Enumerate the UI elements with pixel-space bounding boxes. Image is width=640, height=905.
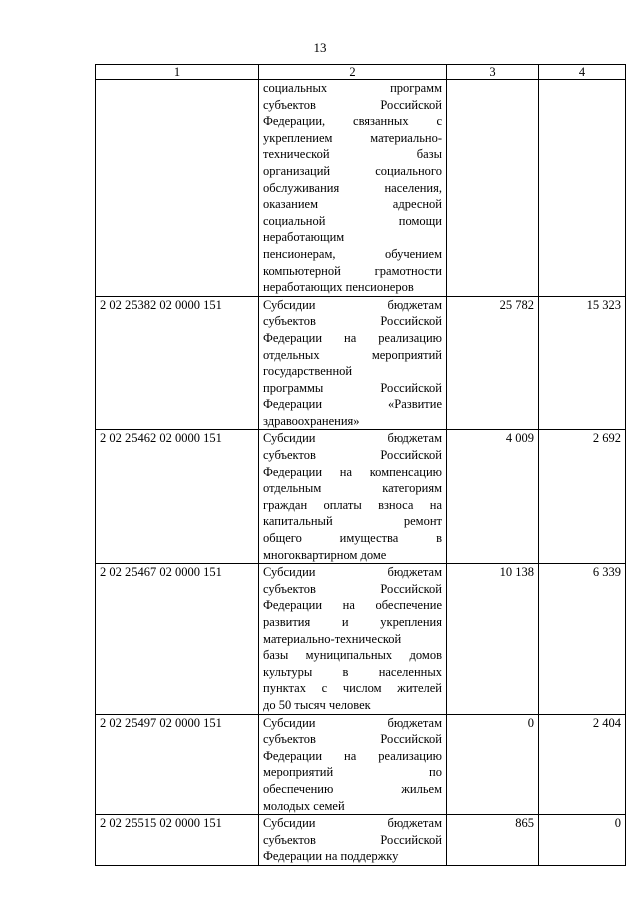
description-line: укреплением материально- — [263, 130, 442, 145]
description-line: Субсидии бюджетам — [263, 715, 442, 730]
description-line: отдельных мероприятий — [263, 347, 442, 362]
description-line: субъектов Российской — [263, 97, 442, 112]
row-col3-value: 10 138 — [447, 564, 539, 714]
description-line: Субсидии бюджетам — [263, 297, 442, 312]
description-line: многоквартирном доме — [263, 547, 387, 562]
row-description — [259, 564, 447, 714]
description-line: мероприятий по — [263, 765, 442, 780]
description-line: неработающих пенсионеров — [263, 280, 414, 295]
row-col4-value: 2 692 — [539, 430, 626, 564]
row-code — [96, 80, 259, 297]
description-line: технической базы — [263, 147, 442, 162]
description-line: Федерации на реализацию — [263, 748, 442, 763]
row-description — [259, 80, 447, 297]
description-line: здравоохранения» — [263, 413, 360, 428]
description-line: организаций социального — [263, 163, 442, 178]
table-row — [96, 80, 626, 297]
table-row — [96, 296, 626, 430]
row-description — [259, 430, 447, 564]
description-line: Федерации, связанных с — [263, 114, 442, 129]
row-col3-value — [447, 80, 539, 297]
description-line: Субсидии бюджетам — [263, 431, 442, 446]
header-col-3: 3 — [447, 65, 539, 80]
description-line: материально-технической — [263, 631, 402, 646]
header-col-2: 2 — [259, 65, 447, 80]
description-line: отдельным категориям — [263, 481, 442, 496]
description-line: обеспечению жильем — [263, 781, 442, 796]
header-col-4: 4 — [539, 65, 626, 80]
table-row — [96, 815, 626, 866]
description-line: оказанием адресной — [263, 197, 442, 212]
row-col3-value: 865 — [447, 815, 539, 866]
description-line: культуры в населенных — [263, 664, 442, 679]
row-col3-value: 4 009 — [447, 430, 539, 564]
row-code: 2 02 25497 02 0000 151 — [96, 714, 259, 815]
description-line: Федерации «Развитие — [263, 397, 442, 412]
description-line: государственной — [263, 364, 353, 379]
description-line: социальной помощи — [263, 213, 442, 228]
description-line: субъектов Российской — [263, 314, 442, 329]
description-line: программы Российской — [263, 380, 442, 395]
row-col4-value — [539, 80, 626, 297]
row-col3-value: 25 782 — [447, 296, 539, 430]
description-line: компьютерной грамотности — [263, 263, 442, 278]
description-line: субъектов Российской — [263, 732, 442, 747]
row-description — [259, 714, 447, 815]
description-line: неработающим — [263, 230, 345, 245]
description-line: развития и укрепления — [263, 615, 442, 629]
row-code: 2 02 25515 02 0000 151 — [96, 815, 259, 866]
row-col4-value: 0 — [539, 815, 626, 866]
description-line: Федерации на компенсацию — [263, 464, 442, 479]
description-line: Федерации на обеспечение — [263, 598, 442, 613]
row-description — [259, 815, 447, 866]
description-line: граждан оплаты взноса на — [263, 497, 442, 512]
row-description — [259, 296, 447, 430]
row-col3-value: 0 — [447, 714, 539, 815]
description-line: субъектов Российской — [263, 832, 442, 847]
header-row — [96, 65, 626, 80]
description-line: субъектов Российской — [263, 581, 442, 596]
description-line: до 50 тысяч человек — [263, 697, 371, 712]
description-line: капитальный ремонт — [263, 514, 442, 529]
table-row — [96, 564, 626, 714]
description-line: общего имущества в — [263, 531, 442, 546]
page-number: 13 — [313, 40, 327, 55]
description-line: пенсионерам, обучением — [263, 246, 442, 261]
budget-table — [95, 64, 626, 866]
description-line: молодых семей — [263, 798, 345, 813]
description-line: Субсидии бюджетам — [263, 816, 442, 831]
description-line: базы муниципальных домов — [263, 648, 442, 663]
row-code: 2 02 25462 02 0000 151 — [96, 430, 259, 564]
description-line: субъектов Российской — [263, 448, 442, 463]
description-line: обслуживания населения, — [263, 180, 442, 195]
row-col4-value: 6 339 — [539, 564, 626, 714]
description-line: Субсидии бюджетам — [263, 565, 442, 580]
row-col4-value: 15 323 — [539, 296, 626, 430]
description-line: пунктах с числом жителей — [263, 681, 442, 696]
description-line: Федерации на поддержку — [263, 849, 399, 864]
description-line: Федерации на реализацию — [263, 330, 442, 345]
table-row — [96, 714, 626, 815]
header-col-1: 1 — [96, 65, 259, 80]
description-line: социальных программ — [263, 81, 442, 95]
row-code: 2 02 25467 02 0000 151 — [96, 564, 259, 714]
table-row — [96, 430, 626, 564]
row-code: 2 02 25382 02 0000 151 — [96, 296, 259, 430]
row-col4-value: 2 404 — [539, 714, 626, 815]
